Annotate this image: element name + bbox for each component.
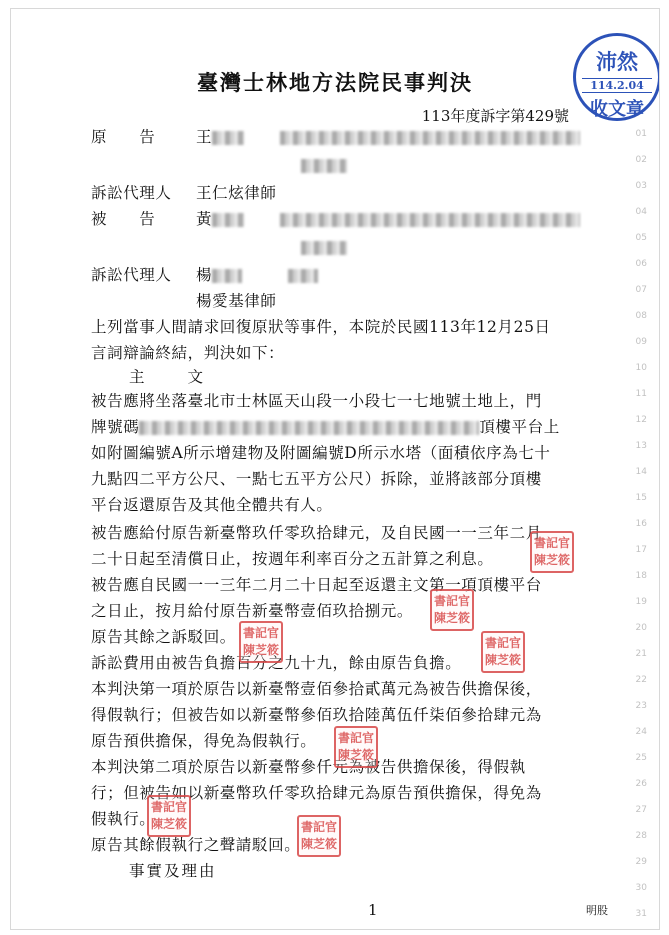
main-text-line: 如附圖編號A所示增建物及附圖編號D所示水塔（面積依序為七十 [91,444,551,462]
main-text-line: 平台返還原告及其他全體共有人。 [91,496,333,514]
line-number: 11 [635,389,647,399]
line-number: 30 [635,883,647,893]
line-number: 19 [635,597,647,607]
line-number: 28 [635,831,647,841]
main-text-line: 本判決第一項於原告以新臺幣壹佰參拾貳萬元為被告供擔保後， [91,680,542,698]
line-number: 16 [635,519,647,529]
main-text-line: 訴訟費用由被告負擔百分之九十九，餘由原告負擔。 [91,654,462,672]
main-text-line: 二十日起至清償日止，按週年利率百分之五計算之利息。 [91,550,494,568]
line-number: 08 [635,311,647,321]
party-role: 訴訟代理人 [91,184,172,202]
line-number: 26 [635,779,647,789]
line-number: 25 [635,753,647,763]
main-text-line: 原告其餘假執行之聲請駁回。 [91,836,301,854]
line-number: 06 [635,259,647,269]
line-number: 10 [635,363,647,373]
line-number: 05 [635,233,647,243]
line-number: 18 [635,571,647,581]
party-defendant-agent [91,265,318,285]
party-defendant-agent-2 [196,291,277,311]
line-number: 07 [635,285,647,295]
party-name: 黃 [196,210,213,228]
line-number: 15 [635,493,647,503]
party-plaintiff-agent [91,183,277,203]
line-number: 04 [635,207,647,217]
intro-line: 上列當事人間請求回復原狀等事件，本院於民國113年12月25日 [91,318,551,336]
line-number: 20 [635,623,647,633]
intro-line: 言詞辯論終結，判決如下： [91,344,285,362]
party-name: 楊 [196,266,213,284]
clerk-seal: 書記官 陳芝筱 [297,815,341,857]
party-role: 訴訟代理人 [91,266,172,284]
received-stamp [573,33,660,121]
line-number: 17 [635,545,647,555]
line-number: 13 [635,441,647,451]
party-name: 楊愛基律師 [196,292,277,310]
line-number: 24 [635,727,647,737]
party-name: 王 [196,128,213,146]
redaction [212,269,242,283]
main-text-line: 之日止，按月給付原告新臺幣壹佰玖拾捌元。 [91,602,414,620]
main-text-line: 本判決第二項於原告以新臺幣參仟元為被告供擔保後，得假執 [91,758,526,776]
footer-text: 明股 [586,904,608,917]
line-number: 03 [635,181,647,191]
line-number: 22 [635,675,647,685]
main-text-line-address [91,417,560,437]
redaction [280,213,580,227]
redaction [280,131,580,145]
main-heading: 主 文 [129,368,208,386]
line-number: 09 [635,337,647,347]
plaintiff-address-cont [301,155,347,175]
defendant-address-cont [301,237,347,257]
clerk-seal: 書記官 陳芝筱 [481,631,525,673]
main-text-line: 九點四二平方公尺、一點七五平方公尺）拆除，並將該部分頂樓 [91,470,542,488]
main-text-line: 原告預供擔保，得免為假執行。 [91,732,317,750]
party-name: 王仁炫律師 [196,184,277,202]
main-text-line: 被告應自民國一一三年二月二十日起至返還主文第一項頂樓平台 [91,576,542,594]
line-number: 29 [635,857,647,867]
line-number: 01 [635,129,647,139]
party-plaintiff [91,127,580,147]
text-segment: 頂樓平台上 [479,418,560,436]
clerk-seal: 書記官 陳芝筱 [147,795,191,837]
main-text-line: 得假執行；但被告如以新臺幣參佰玖拾陸萬伍仟柒佰參拾肆元為 [91,706,542,724]
main-text-line: 原告其餘之訴駁回。 [91,628,236,646]
text-segment: 牌號碼 [91,418,140,436]
document-title: 臺灣士林地方法院民事判決 [197,70,473,95]
main-text-line: 被告應給付原告新臺幣玖仟零玖拾肆元，及自民國一一三年二月 [91,524,542,542]
main-text-line: 行；但被告如以新臺幣玖仟零玖拾肆元為原告預供擔保，得免為 [91,784,542,802]
judgment-page [10,8,660,930]
line-number: 31 [635,909,647,919]
party-role: 被 告 [91,210,156,228]
redaction [288,269,318,283]
stamp-bottom: 收文章 [590,99,644,120]
case-number: 113年度訴字第429號 [421,107,569,125]
party-defendant [91,209,580,229]
party-role: 原 告 [91,128,156,146]
stamp-top: 沛然 [596,49,638,74]
main-text-line: 假執行。 [91,810,156,828]
clerk-seal: 書記官 陳芝筱 [430,589,474,631]
redaction [301,241,347,255]
clerk-seal: 書記官 陳芝筱 [334,726,378,768]
redaction [139,421,479,435]
stamp-date: 114.2.04 [582,78,652,93]
line-number: 02 [635,155,647,165]
line-number: 12 [635,415,647,425]
line-number: 21 [635,649,647,659]
redaction [212,131,244,145]
facts-heading: 事實及理由 [129,862,217,880]
line-number: 14 [635,467,647,477]
line-number: 23 [635,701,647,711]
clerk-seal: 書記官 陳芝筱 [530,531,574,573]
page-number: 1 [368,901,378,919]
redaction [301,159,347,173]
redaction [212,213,244,227]
clerk-seal: 書記官 陳芝筱 [239,621,283,663]
line-number: 27 [635,805,647,815]
main-text-line: 被告應將坐落臺北市士林區天山段一小段七一七地號土地上，門 [91,392,542,410]
